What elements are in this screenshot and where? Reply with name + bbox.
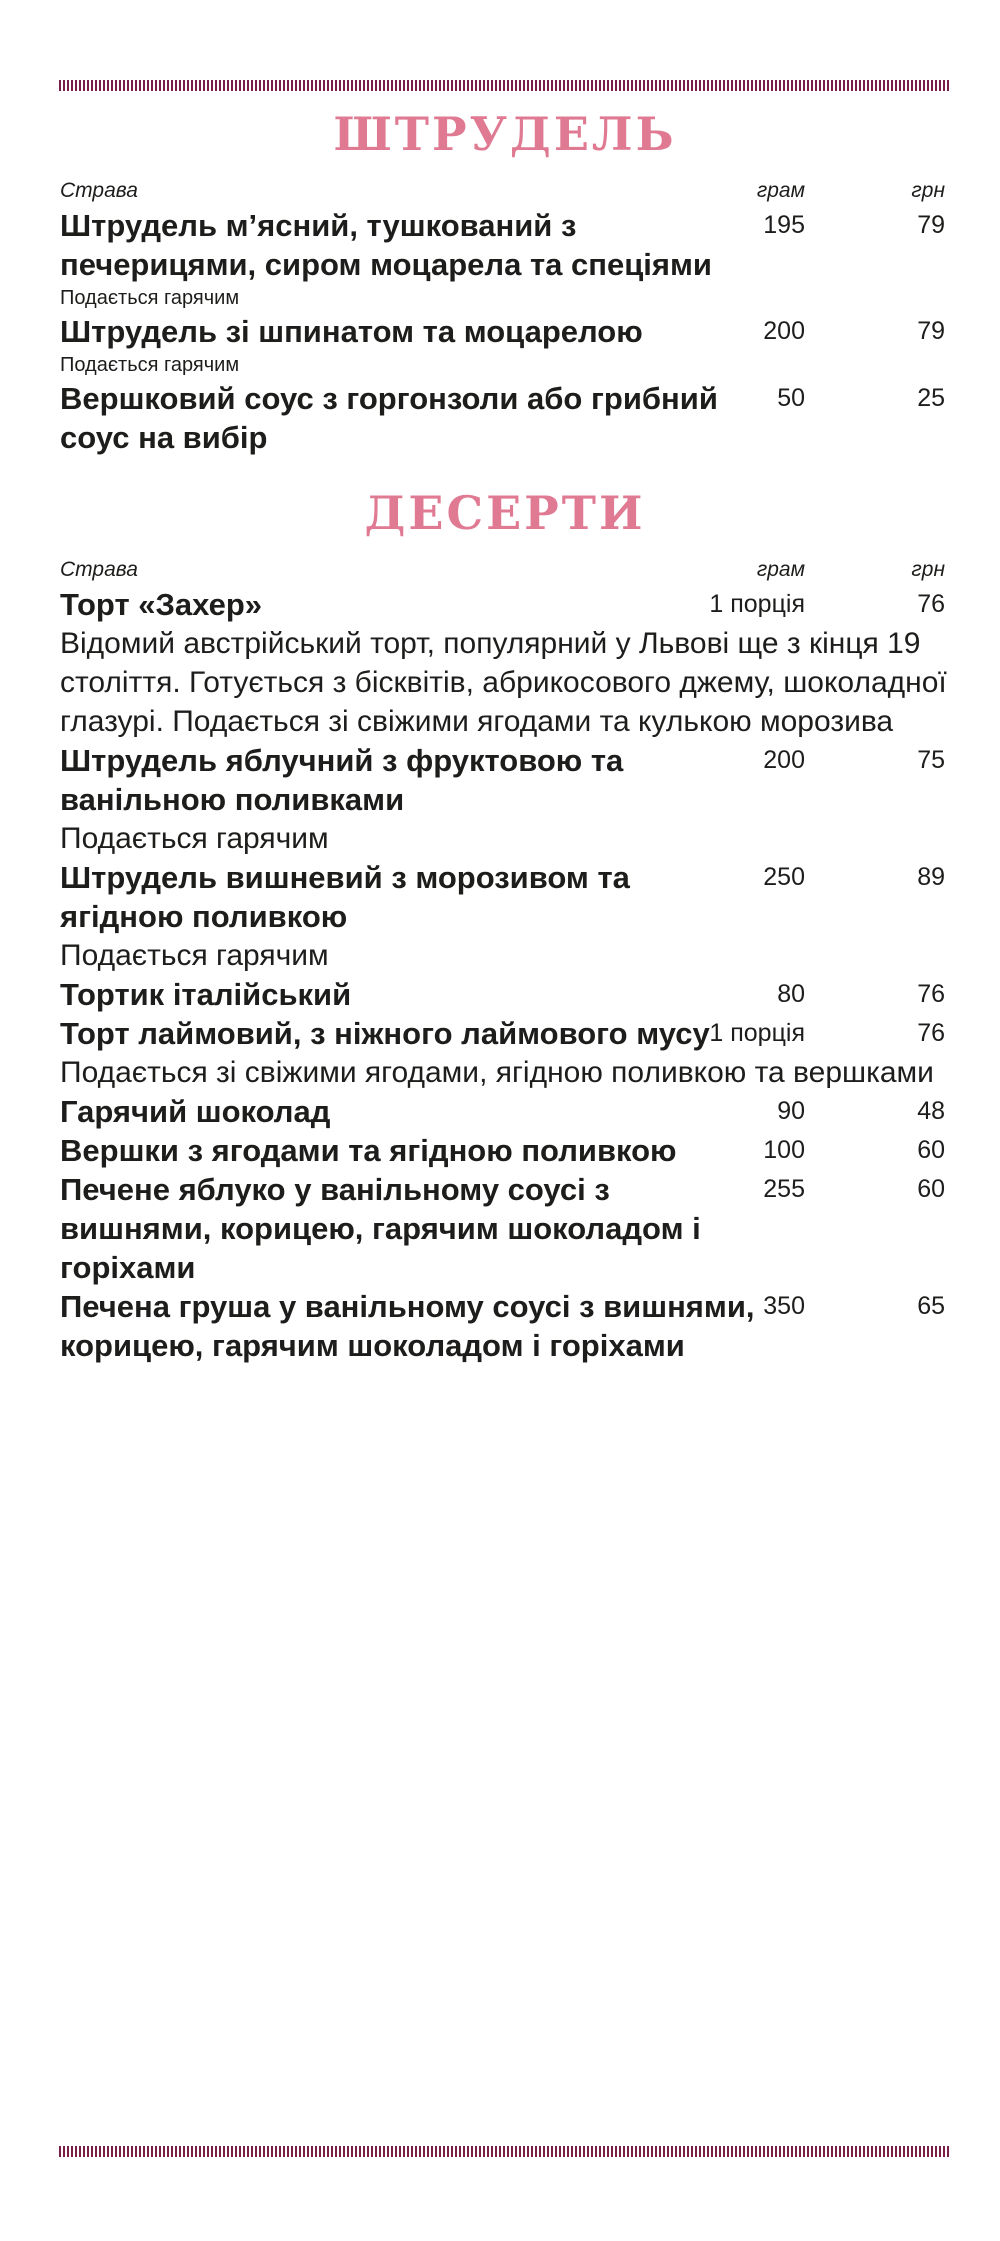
menu-item-hot-chocolate xyxy=(60,1092,950,1131)
menu-item-baked-pear xyxy=(60,1287,950,1365)
item-description: Відомий австрійський торт, популярний у Львові ще з кінця 19 століття. Готується з бісквітів, абрикосового джему, шоколадної глазурі. Подається зі свіжими ягодами та кулькою морозива xyxy=(60,627,947,738)
item-price: 76 xyxy=(917,1019,945,1047)
item-note: Подається зі свіжими ягодами, ягідною поливкою та вершками xyxy=(60,1056,934,1089)
menu-item-cherry-strudel xyxy=(60,858,950,936)
item-note: Подається гарячим xyxy=(60,354,240,376)
item-name: Торт лаймовий, з ніжного лаймового мусу xyxy=(60,1016,710,1051)
menu-item-sacher-cake xyxy=(60,585,950,624)
menu-item-spinach-strudel xyxy=(60,312,950,351)
item-name: Вершки з ягодами та ягідною поливкою xyxy=(60,1133,677,1168)
column-price-label: грн xyxy=(911,179,945,202)
item-name: Штрудель зі шпинатом та моцарелою xyxy=(60,314,643,349)
bottom-decorative-rule xyxy=(59,2146,950,2157)
item-gram: 90 xyxy=(777,1097,805,1125)
menu-item-baked-apple xyxy=(60,1170,950,1287)
item-gram: 50 xyxy=(777,384,805,412)
item-gram: 80 xyxy=(777,980,805,1008)
item-price: 75 xyxy=(917,746,945,774)
item-name: Гарячий шоколад xyxy=(60,1094,331,1129)
item-price: 60 xyxy=(917,1175,945,1203)
item-name: Печена груша у ванільному соусі з вишнями, корицею, гарячим шоколадом і горіхами xyxy=(60,1289,755,1363)
item-gram: 1 порція xyxy=(709,1019,805,1047)
item-name: Торт «Захер» xyxy=(60,587,263,622)
item-name: Печене яблуко у ванільному соусі з вишнями, корицею, гарячим шоколадом і горіхами xyxy=(60,1172,701,1285)
item-note: Подається гарячим xyxy=(60,287,240,309)
column-price-label: грн xyxy=(911,558,945,581)
menu-item-sauce xyxy=(60,379,950,457)
item-gram: 250 xyxy=(763,863,805,891)
item-price: 25 xyxy=(917,384,945,412)
column-gram-label: грам xyxy=(756,179,805,202)
item-name: Вершковий соус з горгонзоли або грибний соус на вибір xyxy=(60,381,718,455)
top-decorative-rule xyxy=(59,80,950,91)
item-name: Штрудель вишневий з морозивом та ягідною поливкою xyxy=(60,860,630,934)
item-name: Штрудель м’ясний, тушкований з печерицями, сиром моцарела та спеціями xyxy=(60,208,712,282)
column-gram-label: грам xyxy=(756,558,805,581)
item-gram: 200 xyxy=(763,317,805,345)
section-title-desserts: ДЕСЕРТИ xyxy=(364,486,646,540)
item-price: 89 xyxy=(917,863,945,891)
item-price: 79 xyxy=(917,317,945,345)
menu-item-lime-cake xyxy=(60,1014,950,1053)
item-note: Подається гарячим xyxy=(60,939,329,972)
item-price: 76 xyxy=(917,980,945,1008)
item-gram: 255 xyxy=(763,1175,805,1203)
menu-item-meat-strudel xyxy=(60,206,950,284)
item-gram: 350 xyxy=(763,1292,805,1320)
item-note: Подається гарячим xyxy=(60,822,329,855)
item-price: 65 xyxy=(917,1292,945,1320)
item-gram: 100 xyxy=(763,1136,805,1164)
menu-item-italian-cake xyxy=(60,975,950,1014)
item-gram: 200 xyxy=(763,746,805,774)
item-gram: 1 порція xyxy=(709,590,805,618)
item-price: 76 xyxy=(917,590,945,618)
column-dish-label: Страва xyxy=(60,558,138,581)
item-price: 60 xyxy=(917,1136,945,1164)
item-gram: 195 xyxy=(763,211,805,239)
item-name: Штрудель яблучний з фруктовою та ванільною поливками xyxy=(60,743,624,817)
strudel-column-header xyxy=(60,176,950,206)
desserts-column-header xyxy=(60,555,950,585)
menu-page xyxy=(60,100,950,1365)
item-name: Тортик італійський xyxy=(60,977,352,1012)
item-price: 48 xyxy=(917,1097,945,1125)
menu-item-apple-strudel xyxy=(60,741,950,819)
menu-item-cream-berries xyxy=(60,1131,950,1170)
item-price: 79 xyxy=(917,211,945,239)
section-title-strudel: ШТРУДЕЛЬ xyxy=(333,107,677,161)
column-dish-label: Страва xyxy=(60,179,138,202)
